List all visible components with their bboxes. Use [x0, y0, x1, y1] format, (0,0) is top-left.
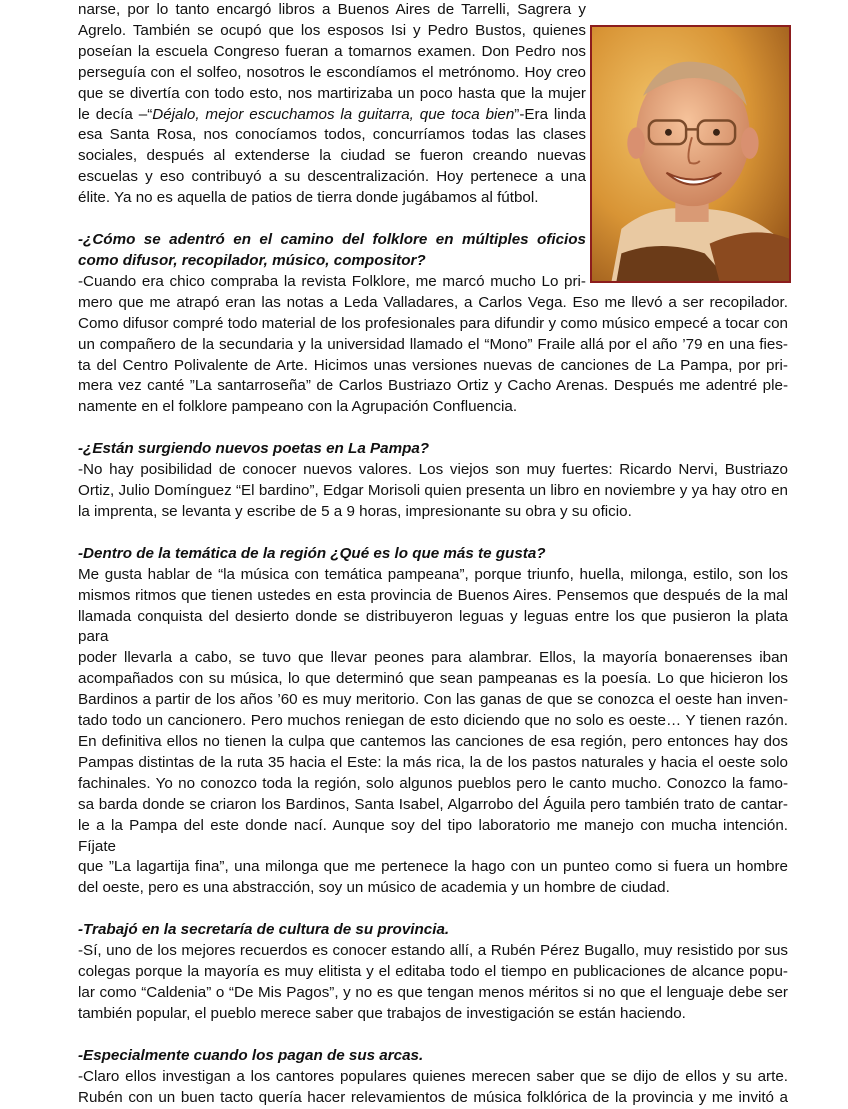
- text-line: escuelas y eso contribuyó a su descentralización. Hoy pertenece a una: [78, 168, 586, 186]
- text-line: [78, 105, 586, 126]
- answer-line: ta del Centro Polivalente de Arte. Hicimos unas versiones nuevas de canciones de La Pampa, por pri-: [78, 356, 788, 374]
- answer-line: lar como “Caldenia” o “De Mis Pagos”, y no es que tengan menos méritos si no que el lenguaje debe ser: [78, 983, 788, 1001]
- question-line: -Trabajó en la secretaría de cultura de su provincia.: [78, 921, 450, 939]
- interview-section: [78, 439, 788, 523]
- answer-line: del oeste, pero es una abstracción, soy un músico de academia y un hombre de ciudad.: [78, 879, 670, 897]
- answer-line: tado todo un cancionero. Pero muchos reniegan de esto diciendo que no solo es oeste… Y tienen razón.: [78, 712, 788, 730]
- quote-text: Déjalo, mejor escuchamos la guitarra, que toca bien: [152, 105, 515, 123]
- quote-close: ”-Era linda: [514, 105, 587, 123]
- answer-line: poder llevarla a cabo, se tuvo que llevar peones para alambrar. Ellos, la mayoría bonaerenses iban: [78, 649, 788, 667]
- quote-open: le decía –“: [78, 105, 153, 123]
- answer-line: Me gusta hablar de “la música con temática pampeana”, porque triunfo, huella, milonga, estilo, son los: [78, 565, 788, 583]
- answer-line: sa barda donde se criaron los Bardinos, Santa Isabel, Algarrobo del Águila pero también trato de cantar-: [78, 795, 788, 813]
- question-line: -¿Están surgiendo nuevos poetas en La Pampa?: [78, 440, 430, 458]
- answer-line: que ”La lagartija fina”, una milonga que me pertenece la hago con un punteo como si fuera un hombre: [78, 858, 788, 876]
- answer-line: también popular, el pueblo merece saber que trabajos de investigación se están haciendo.: [78, 1004, 686, 1022]
- answer-line: fachinales. Yo no conozco toda la región, solo algunos pueblos pero le canto mucho. Conozco la famo-: [78, 774, 788, 792]
- text-line: que se divertía con todo esto, nos martirizaba un poco hasta que la mujer: [78, 84, 586, 102]
- answer-line: colegas porque la mayoría es muy elitista y el editaba todo el tiempo en publicaciones de alcance popu-: [78, 963, 788, 981]
- question-line: como difusor, recopilador, músico, compositor?: [78, 251, 426, 269]
- text-line: perseguía con el solfeo, nosotros le escondíamos el metrónomo. Hoy creo: [78, 63, 586, 81]
- answer-line: namente en el folklore pampeano con la Agrupación Confluencia.: [78, 398, 518, 416]
- interview-section: [78, 1046, 788, 1109]
- text-line: Agrelo. También se ocupó que los esposos Isi y Pedro Bustos, quienes: [78, 21, 586, 39]
- text-line: sociales, después al extenderse la ciudad se fueron creando nuevas: [78, 147, 586, 165]
- text-line: narse, por lo tanto encargó libros a Buenos Aires de Tarrelli, Sagrera y: [78, 1, 586, 18]
- answer-line: Ortiz, Julio Domínguez “El bardino”, Edgar Morisoli quien presenta un libro en noviembre y ya hay otro en: [78, 482, 788, 500]
- answer-line: Bardinos a partir de los años ’60 es muy meritorio. Con las ganas de que se conozca el oeste han inven-: [78, 691, 788, 709]
- answer-line: mismos ritmos que tienen ustedes en esta provincia de Buenos Aires. Pensemos que después de la mal: [78, 586, 788, 604]
- answer-line: Como difusor compré todo material de los profesionales para difundir y como músico empecé a tocar con: [78, 314, 788, 332]
- answer-line: -No hay posibilidad de conocer nuevos valores. Los viejos son muy fuertes: Ricardo Nervi, Bustriazo: [78, 461, 788, 479]
- answer: [78, 272, 788, 418]
- interview-section: [78, 544, 788, 899]
- answer-line: acompañados con su música, lo que determinó que sean pampeanas es la poesía. Lo que hicieron los: [78, 670, 788, 688]
- answer-line: le a la Pampa del este donde nací. Aunque soy del tipo laboratorio me manejo con mucha intención. Fíjate: [78, 816, 788, 855]
- text-line: esa Santa Rosa, nos conocíamos todos, concurríamos todas las clases: [78, 126, 586, 144]
- answer-line: mera vez canté ”La santarroseña” de Carlos Bustriazo Ortiz y Cacho Arenas. Después me adentré ple-: [78, 377, 788, 395]
- answer-line: Pampas distintas de la ruta 35 hacia el Este: la más rica, la de los pastos naturales y hacia el oeste solo: [78, 753, 788, 771]
- answer-line: mero que me atrapó eran las notas a Leda Valladares, a Carlos Vega. Eso me llevó a ser recopilador.: [78, 293, 788, 311]
- interview-section: [78, 920, 788, 1025]
- answer-line: Rubén con un buen tacto quería hacer relevamientos de música folklórica de la provincia y me invitó a: [78, 1088, 788, 1106]
- text-line: poseían la escuela Congreso fueran a tomarnos examen. Don Pedro nos: [78, 42, 586, 60]
- answer-line: En definitiva ellos no tienen la culpa que cantemos las canciones de esa región, pero entonces hay dos: [78, 733, 788, 750]
- answer-line: un compañero de la secundaria y la universidad llamado el “Mono” Fraile allá por el año ’79 en una fies-: [78, 335, 788, 353]
- answer-line: -Sí, uno de los mejores recuerdos es conocer estando allí, a Rubén Pérez Bugallo, muy resistido por sus: [78, 942, 788, 960]
- answer-line: -Cuando era chico compraba la revista Folklore, me marcó mucho Lo pri-: [78, 272, 586, 290]
- question-line: -¿Cómo se adentró en el camino del folklore en múltiples oficios: [78, 231, 586, 249]
- article-column: [78, 0, 788, 1109]
- text-line: élite. Ya no es aquella de patios de tierra donde jugábamos al fútbol.: [78, 189, 539, 207]
- answer-line: llamada conquista del desierto donde se distribuyeron leguas y leguas entre los que pusieron la plata para: [78, 607, 788, 646]
- question-line: -Dentro de la temática de la región ¿Qué es lo que más te gusta?: [78, 544, 546, 562]
- intro-paragraph: [78, 0, 586, 209]
- interview-section: [78, 230, 788, 418]
- question: [78, 230, 586, 272]
- answer-line: -Claro ellos investigan a los cantores populares quienes merecen saber que se dijo de ellos y su arte.: [78, 1067, 788, 1085]
- question-line: -Especialmente cuando los pagan de sus arcas.: [78, 1046, 424, 1064]
- answer-line: la imprenta, se levanta y escribe de 5 a 9 horas, impresionante su obra y su oficio.: [78, 502, 632, 520]
